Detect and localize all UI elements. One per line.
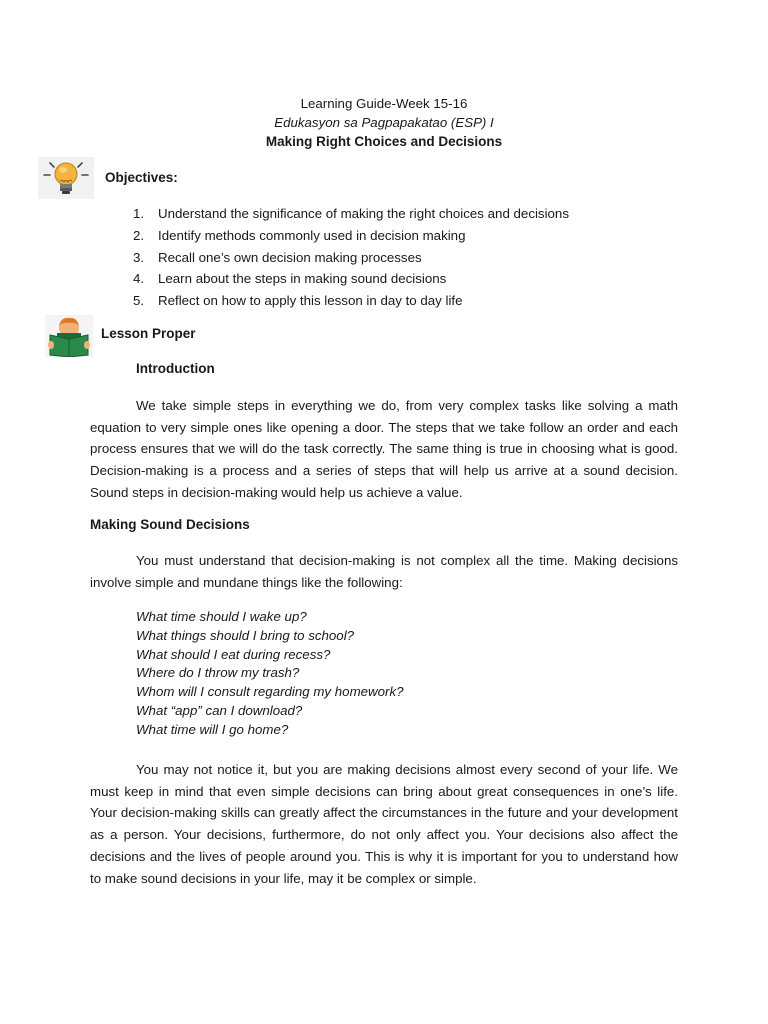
section-paragraph: You must understand that decision-making is not complex all the time. Making decisions involve simple and mundane things like the following: bbox=[90, 553, 678, 590]
introduction-heading: Introduction bbox=[136, 361, 215, 376]
making-sound-decisions-heading: Making Sound Decisions bbox=[90, 517, 250, 532]
objective-item: 4. Learn about the steps in making sound decisions bbox=[133, 271, 447, 287]
lightbulb-icon bbox=[38, 157, 94, 199]
objective-item: 2. Identify methods commonly used in decision making bbox=[133, 227, 466, 243]
objectives-heading: Objectives: bbox=[105, 170, 178, 185]
lesson-proper-heading: Lesson Proper bbox=[101, 326, 196, 341]
question-item: What things should I bring to school? bbox=[136, 627, 355, 643]
objective-item: 1. Understand the significance of making the right choices and decisions bbox=[133, 206, 569, 221]
closing-paragraph: You may not notice it, but you are making decisions almost every second of your life. We must keep in mind that even simple decisions can bring about great consequences in one’s life. Your decision-making skills can greatly affect the circumstances in the future and your development as a person. Your decisions, furthermore, do not only affect you. Your decisions also affect the decisions and the lives of people around you. This is why it is important for you to understand how to make sound decisions in your life, may it be complex or simple. bbox=[90, 762, 678, 886]
guide-week-label: Learning Guide-Week 15-16 bbox=[300, 96, 468, 111]
objectives-list bbox=[133, 203, 569, 312]
document-header bbox=[0, 94, 768, 151]
question-item: Whom will I consult regarding my homework? bbox=[136, 684, 404, 700]
lesson-topic-title: Making Right Choices and Decisions bbox=[265, 134, 503, 149]
question-item: What time should I wake up? bbox=[136, 609, 307, 624]
example-questions-list bbox=[136, 608, 404, 740]
question-item: What time will I go home? bbox=[136, 721, 289, 737]
subject-label: Edukasyon sa Pagpapakatao (ESP) I bbox=[274, 115, 494, 130]
objective-item: 3. Recall one’s own decision making processes bbox=[133, 249, 422, 265]
question-item: Where do I throw my trash? bbox=[136, 665, 300, 681]
introduction-paragraph: We take simple steps in everything we do, from very complex tasks like solving a math equation to very simple ones like opening a door. The steps that we take follow an order and each process ensures that we will do the task correctly. The same thing is true in choosing what is good. Decision-making is a process and a series of steps that will help us arrive at a sound decision. Sound steps in decision-making would help us achieve a value. bbox=[90, 398, 678, 500]
question-item: What should I eat during recess? bbox=[136, 646, 331, 662]
objective-item: 5. Reflect on how to apply this lesson in day to day life bbox=[133, 293, 463, 309]
question-item: What “app” can I download? bbox=[136, 702, 303, 718]
reading-student-icon bbox=[45, 315, 93, 357]
